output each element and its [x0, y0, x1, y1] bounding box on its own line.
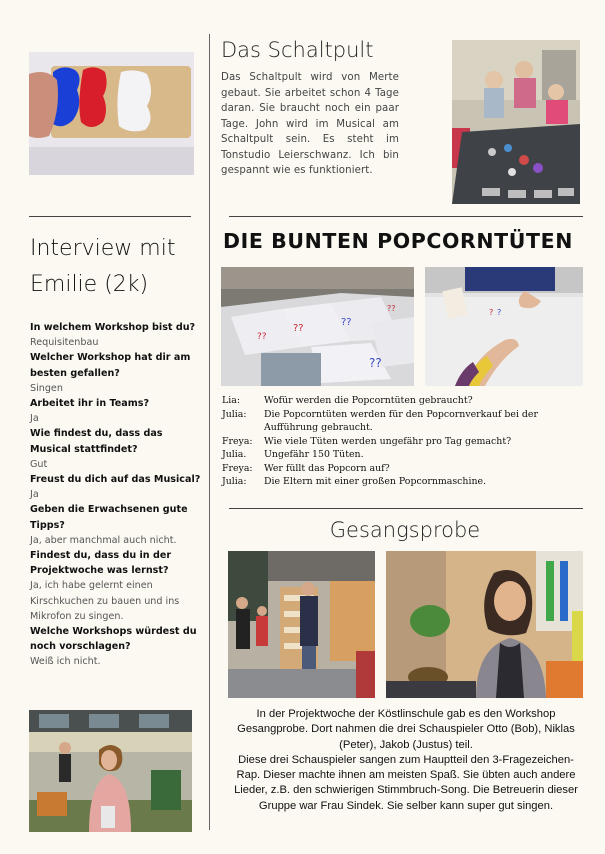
interview-question: Wie findest du, dass das Musical stattfindet? [30, 428, 163, 455]
interview-answer: Requisitenbau [30, 337, 99, 349]
interview-answer: Gut [30, 458, 48, 470]
interview-answer: Ja [30, 413, 39, 425]
dialog-text: Wer füllt das Popcorn auf? [264, 462, 390, 474]
interview-question: Geben die Erwachsenen gute Tipps? [30, 504, 188, 531]
interview-question: Welche Workshops würdest du noch vorschlagen? [30, 626, 197, 653]
interview-answer: Ja [30, 489, 39, 501]
dialog-row [222, 475, 592, 489]
svg-text:??: ?? [293, 323, 304, 334]
rule-right-top [229, 216, 583, 217]
gesang-paragraph: In der Projektwoche der Köstlinschule gab es den Workshop Gesangprobe. Dort nahmen die drei Schauspieler Otto (Bob), Niklas (Peter), Jakob (Justus) teil. [237, 708, 575, 751]
dialog-row [222, 435, 592, 449]
schaltpult-title: Das Schaltpult [221, 38, 374, 62]
photo-gesang-room [228, 551, 375, 698]
interview-question: Welcher Workshop hat dir am besten gefallen? [30, 352, 191, 379]
dialog-speaker: Julia: [222, 408, 247, 420]
interview-answer: Singen [30, 382, 63, 394]
photo-schaltpult [452, 40, 580, 204]
svg-text:??: ?? [369, 356, 382, 370]
popcorn-title: DIE BUNTEN POPCORNTÜTEN [223, 229, 573, 253]
interview-answer: Ja, aber manchmal auch nicht. [30, 534, 177, 546]
interview-title [30, 233, 175, 301]
dialog-row [222, 462, 592, 476]
interview-title-line: Emilie (2k) [30, 272, 149, 297]
photo-painted-block [29, 52, 194, 175]
dialog-row [222, 408, 592, 435]
photo-classroom-girl [29, 710, 192, 832]
column-divider [209, 34, 210, 830]
schaltpult-text: Das Schaltpult wird von Merte gebaut. Sie arbeitet schon 4 Tage daran. Sie braucht noch ein paar Tage. John wird im Musical am Schaltpult sein. Es steht im Tonstudio Leierschwanz. Ich bin gespannt wie es funktioniert. [221, 72, 399, 176]
svg-text:?: ? [489, 308, 494, 317]
dialog-row [222, 448, 592, 462]
dialog-speaker: Julia: [222, 476, 247, 487]
gesang-text [228, 707, 584, 814]
interview-question: In welchem Workshop bist du? [30, 322, 196, 333]
dialog-speaker: Lia: [222, 395, 240, 406]
svg-text:?: ? [497, 308, 502, 317]
interview-question: Findest du, dass du in der Projektwoche was lernst? [30, 550, 172, 577]
svg-text:??: ?? [257, 332, 267, 342]
interview-qa [30, 320, 202, 670]
dialog-text: Wie viele Tüten werden ungefähr pro Tag gemacht? [264, 435, 512, 447]
dialog-text: Wofür werden die Popcorntüten gebraucht? [264, 395, 473, 406]
svg-text:??: ?? [387, 304, 396, 313]
dialog-speaker: Julia. [222, 449, 247, 460]
dialog-speaker: Freya: [222, 435, 253, 447]
photo-popcorn-painting [425, 267, 583, 386]
interview-question: Arbeitet ihr in Teams? [30, 398, 150, 410]
photo-popcorn-bags [221, 267, 414, 386]
interview-answer: Weiß ich nicht. [30, 656, 101, 668]
dialog-speaker: Freya: [222, 462, 253, 474]
rule-right-middle [229, 508, 583, 509]
dialog-row [222, 394, 592, 408]
dialog-text: Ungefähr 150 Tüten. [264, 449, 364, 460]
gesang-title: Gesangsprobe [329, 518, 481, 542]
dialog-text: Die Eltern mit einer großen Popcornmaschine. [264, 476, 487, 487]
interview-question: Freust du dich auf das Musical? [30, 474, 201, 486]
popcorn-dialog [222, 394, 592, 489]
svg-text:??: ?? [341, 317, 352, 328]
interview-answer: Ja, ich habe gelernt einen Kirschkuchen zu bauen und ins Mikrofon zu singen. [30, 580, 180, 622]
gesang-paragraph: Diese drei Schauspieler sangen zum Hauptteil den 3-Fragezeichen-Rap. Dieser machte ihnen am meisten Spaß. Sie übten auch andere Lieder, z.B. den schwierigen Stimmbruch-Song. Die Betreuerin dieser Gruppe war Frau Sindek. Sie selber kann super gut singen. [234, 753, 578, 812]
photo-gesang-teacher [386, 551, 583, 698]
dialog-text: Die Popcorntüten werden für den Popcornverkauf bei der Aufführung gebraucht. [264, 408, 538, 433]
interview-title-line: Interview mit [30, 236, 176, 261]
rule-left-top [29, 216, 191, 217]
